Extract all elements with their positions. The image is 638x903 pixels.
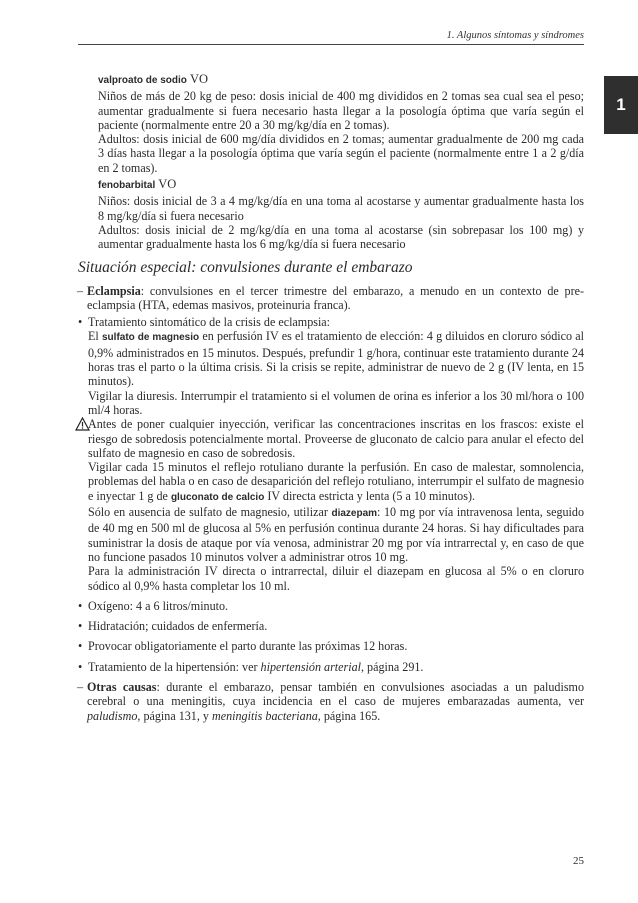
- bullet-mark: •: [78, 659, 83, 674]
- term-eclampsia: Eclampsia: [87, 283, 141, 298]
- magnesium-paragraph: [88, 329, 584, 388]
- term-otras-causas: Otras causas: [87, 679, 157, 694]
- warning-paragraph: Antes de poner cualquier inyección, verificar las concentraciones inscritas en los frascos: existe el riesgo de sobredosis potencialmente mortal. Proveerse de gluconato de calcio para anular el efecto del sulfato de magnesio en caso de sobredosis.: [88, 417, 584, 460]
- text-run: IV directa estricta y lenta (5 a 10 minutos).: [264, 488, 475, 503]
- list-item: [78, 315, 584, 593]
- fenobarbital-dosage: [78, 194, 584, 251]
- link-hipertension[interactable]: hipertensión arterial: [260, 659, 361, 674]
- diuresis-paragraph: Vigilar la diuresis. Interrumpir el tratamiento si el volumen de orina es inferior a los 30 ml/hora o 100 ml/4 horas.: [88, 388, 584, 417]
- dosage-paragraph: Niños: dosis inicial de 3 a 4 mg/kg/día en una toma al acostarse y aumentar gradualmente hasta los 8 mg/kg/día si fuera necesario: [98, 194, 584, 223]
- dosage-paragraph: Adultos: dosis inicial de 2 mg/kg/día en una toma al acostarse (sin sobrepasar los 100 mg) y aumentar gradualmente hasta los 6 mg/kg/día si fuera necesario: [98, 222, 584, 252]
- valproato-dosage: [78, 89, 584, 175]
- bullet-mark: •: [78, 639, 83, 654]
- header-rule: [78, 44, 584, 45]
- list-item: [78, 599, 584, 613]
- text-run: , página 165.: [317, 708, 381, 723]
- eclampsia-text: : convulsiones en el tercer trimestre del embarazo, a menudo en un contexto de pre-eclampsia (HTA, edemas masivos, proteinuria franca).: [87, 283, 584, 312]
- text-run: Sólo en ausencia de sulfato de magnesio, utilizar: [88, 505, 332, 520]
- link-meningitis[interactable]: meningitis bacteriana: [211, 708, 318, 723]
- bullet-mark: •: [78, 315, 83, 330]
- page-body: [78, 72, 584, 723]
- list-item: [78, 619, 584, 633]
- treatment-list: [78, 315, 584, 674]
- text-run: El: [88, 329, 102, 344]
- list-item: [78, 639, 584, 653]
- link-paludismo[interactable]: paludismo: [87, 708, 138, 723]
- dosage-paragraph: Adultos: dosis inicial de 600 mg/día divididos en 2 tomas; aumentar gradualmente de 200 mg cada 3 días hasta llegar a la posología óptima que varía según el paciente (normalmente entre 1 a 2 g/día en 2 tomas).: [98, 132, 584, 175]
- text-run: Tratamiento de la hipertensión: ver: [88, 659, 261, 674]
- bullet-text: Oxígeno: 4 a 6 litros/minuto.: [88, 598, 229, 613]
- bullet-text: [88, 660, 584, 674]
- section-title: Situación especial: convulsiones durante el embarazo: [78, 258, 413, 276]
- treatment-intro: Tratamiento sintomático de la crisis de eclampsia:: [88, 315, 331, 330]
- chapter-tab: 1: [604, 76, 638, 134]
- text-run: : durante el embarazo, pensar también en convulsiones asociadas a un paludismo cerebral o una meningitis, cuya incidencia en el caso de mujeres embarazadas aumenta, ver: [87, 679, 584, 709]
- dilution-paragraph: Para la administración IV directa o intrarrectal, diluir el diazepam en glucosa al 5% o en cloruro sódico al 0,9% hasta completar los 10 ml.: [88, 564, 584, 593]
- drug-name: fenobarbital: [98, 180, 156, 192]
- page-number: 25: [573, 855, 584, 867]
- dash-mark: –: [77, 283, 84, 298]
- text-run: Vigilar cada 15 minutos el reflejo rotuliano durante la perfusión. En caso de malestar, somnolencia, problemas del habla o en caso de desaparición del reflejo rotuliano, interrumpir el sulfato de magnesio e inyectar 1 g de: [88, 460, 584, 503]
- dash-mark: –: [77, 679, 84, 694]
- drug-route: VO: [158, 177, 177, 192]
- drug-name: valproato de sodio: [98, 75, 187, 86]
- drug-diazepam: diazepam: [331, 508, 378, 520]
- drug-gluconato-calcio: gluconato de calcio: [170, 491, 265, 503]
- text-run: , página 291.: [360, 659, 424, 674]
- bullet-text: Provocar obligatoriamente el parto durante las próximas 12 horas.: [88, 639, 408, 654]
- text-run: : 10 mg por vía intravenosa lenta, seguido de 40 mg en 500 ml de glucosa al 5% en perfusión continua durante 24 horas. Si hay dificultades para suministrar la dosis de ataque por vía venosa, administrar 20 mg por vía intrarrectal y, en caso de que no funcione pasados 10 minutos volver a administrar otros 10 mg.: [88, 505, 584, 564]
- valproato-heading: [78, 72, 584, 88]
- warning-icon: [75, 417, 90, 431]
- otras-causas-item: [78, 680, 584, 723]
- bullet-mark: •: [78, 598, 83, 613]
- text-run: , página 131, y: [137, 708, 212, 723]
- dosage-paragraph: Niños de más de 20 kg de peso: dosis inicial de 400 mg divididos en 2 tomas sea cual sea el peso; aumentar gradualmente si fuera necesario hasta llegar a la posología óptima que varía según el paciente (normalmente entre 20 a 30 mg/kg/día en 2 tomas).: [98, 89, 584, 132]
- list-item: [78, 660, 584, 674]
- running-header: 1. Algunos síntomas y síndromes: [446, 30, 584, 41]
- fenobarbital-heading: [78, 177, 584, 193]
- reflex-paragraph: [88, 460, 584, 505]
- text-run: en perfusión IV es el tratamiento de elección: 4 g diluidos en cloruro sódico al 0,9% administrados en 15 minutos. Después, prefundir 1 g/hora, continuar este tratamiento durante 24 horas tras el parto o la última crisis. Si la crisis se repite, administrar de nuevo de 2 g (IV lenta, en 15 minutos).: [88, 329, 584, 389]
- bullet-text: Hidratación; cuidados de enfermería.: [88, 619, 268, 634]
- drug-route: VO: [189, 72, 208, 86]
- warning-block: [88, 417, 584, 460]
- eclampsia-item: [78, 284, 584, 313]
- diazepam-paragraph: [88, 505, 584, 564]
- drug-sulfato-magnesio: sulfato de magnesio: [102, 332, 200, 344]
- bullet-mark: •: [78, 619, 83, 634]
